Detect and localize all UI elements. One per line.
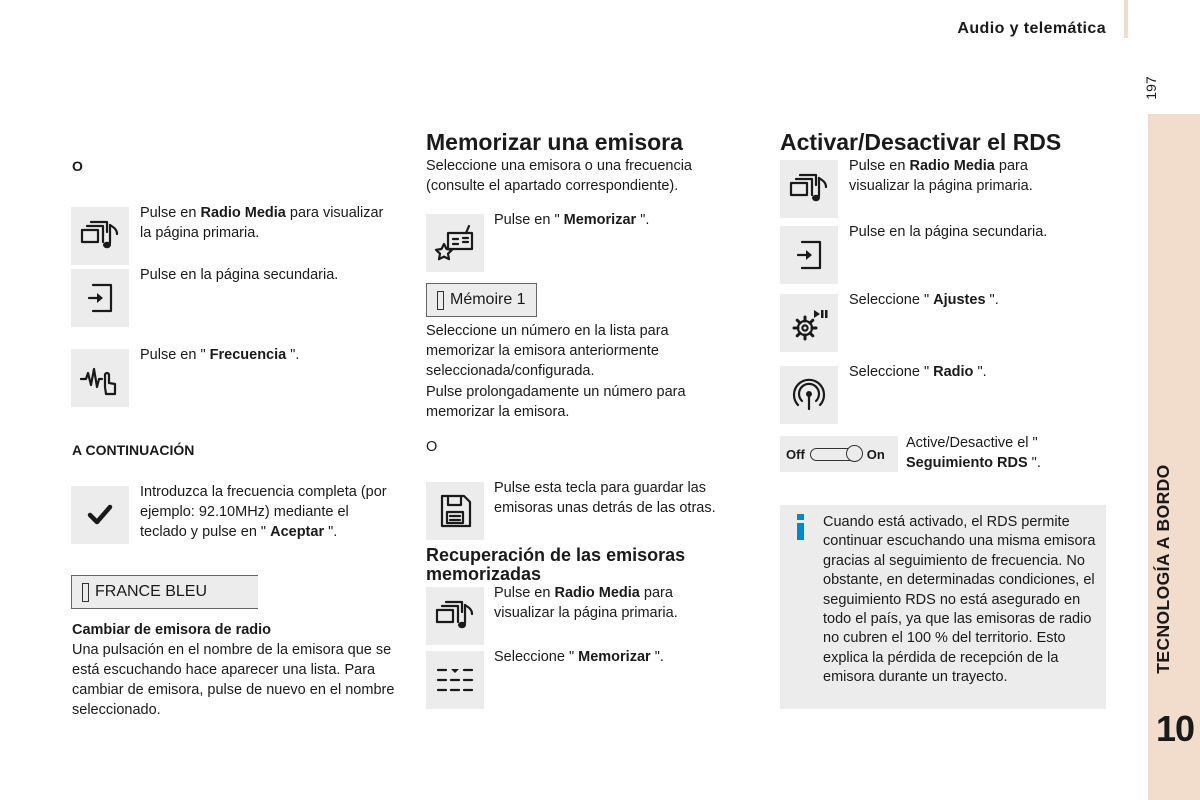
station-marker: [82, 583, 89, 602]
save-disk-icon: [434, 490, 476, 532]
settings-icon: [788, 302, 830, 344]
station-name-box: [71, 575, 258, 609]
col3-step4-text: Seleccione " Radio ".: [849, 364, 987, 380]
rds-section-title: Activar/Desactivar el RDS: [780, 129, 1062, 155]
change-station-text: Una pulsación en el nombre de la emisora que se está escuchando hace aparecer una lista. Para cambiar de emisora, pulse de nuevo en el nombre seleccionado.: [72, 642, 395, 718]
col3-step1-text: Pulse en Radio Media para visualizar la página primaria.: [849, 158, 1033, 194]
page-header-title: Audio y telemática: [957, 20, 1106, 37]
header-divider: [1124, 0, 1128, 38]
col1-step1-text: Pulse en Radio Media para visualizar la página primaria.: [140, 205, 384, 241]
settings-button: [780, 294, 838, 352]
rds-toggle-switch: [780, 436, 898, 472]
secondary-page-button: [71, 269, 129, 327]
col2-step1-text: Pulse en " Memorizar ".: [494, 212, 650, 228]
toggle-on-label: On: [866, 446, 885, 462]
radio-media-icon: [79, 215, 121, 257]
col3-step3-text: Seleccione " Ajustes ".: [849, 292, 999, 308]
page-number: 197: [1143, 76, 1159, 100]
save-button: [426, 482, 484, 540]
col2-step2-text: Pulse esta tecla para guardar las emisoras unas detrás de las otras.: [494, 480, 716, 516]
col2-step3-text: Pulse en Radio Media para visualizar la página primaria.: [494, 585, 678, 621]
frequency-touch-icon: [79, 357, 121, 399]
memorize-button: [426, 214, 484, 272]
toggle-off-label: Off: [786, 446, 805, 462]
memorize-list-button: [426, 651, 484, 709]
memory-slot-box: [426, 283, 537, 317]
memory-slot-label: Mémoire 1: [450, 291, 526, 308]
list-icon: [434, 659, 476, 701]
memorize-radio-icon: [434, 222, 476, 264]
rds-radio-media-button: [780, 160, 838, 218]
toggle-knob: [846, 445, 863, 462]
memorize-intro: Seleccione una emisora o una frecuencia (consulte el apartado correspondiente).: [426, 158, 692, 194]
col1-step3-text: Pulse en " Frecuencia ".: [140, 347, 300, 363]
memory-marker: [437, 291, 444, 310]
col1-step2-text: Pulse en la página secundaria.: [140, 267, 339, 283]
chapter-number: 10: [1155, 708, 1195, 749]
radio-media-icon: [434, 595, 476, 637]
secondary-page-icon: [788, 234, 830, 276]
station-name: FRANCE BLEU: [95, 583, 208, 600]
accept-button: [71, 486, 129, 544]
radio-settings-button: [780, 366, 838, 424]
secondary-page-icon: [79, 277, 121, 319]
memorize-select-text: Seleccione un número en la lista para memorizar la emisora anteriormente seleccionada/configurada.: [426, 323, 669, 379]
col2-or-label: O: [426, 439, 438, 455]
then-label: A CONTINUACIÓN: [72, 442, 195, 458]
col2-step4-text: Seleccione " Memorizar ".: [494, 649, 664, 665]
col3-step5-text: Active/Desactive el " Seguimiento RDS ".: [906, 435, 1041, 471]
check-icon: [79, 494, 121, 536]
frequency-button: [71, 349, 129, 407]
rds-secondary-page-button: [780, 226, 838, 284]
or-label: O: [72, 158, 83, 174]
radio-signal-icon: [788, 374, 830, 416]
memorize-section-title: Memorizar una emisora: [426, 129, 683, 155]
recall-section-title: Recuperación de las emisoras memorizadas: [426, 545, 686, 584]
col3-step2-text: Pulse en la página secundaria.: [849, 224, 1048, 240]
col1-step4-text: Introduzca la frecuencia completa (por ejemplo: 92.10MHz) mediante el teclado y pulse en " Aceptar ".: [140, 484, 387, 540]
radio-media-button: [71, 207, 129, 265]
rds-info-text: Cuando está activado, el RDS permite continuar escuchando una misma emisora gracias al seguimiento de frecuencia. No obstante, en determinadas condiciones, el seguimiento RDS no está asegurado en todo el país, ya que las emisoras de radio no cubren el 100 % del territorio. Esto explica la pérdida de recepción de la emisora durante un trayecto.: [823, 514, 1096, 686]
change-station-title: Cambiar de emisora de radio: [72, 622, 272, 638]
toggle-track: [810, 448, 862, 461]
memorize-long-press-text: Pulse prolongadamente un número para memorizar la emisora.: [426, 384, 686, 420]
radio-media-button-2: [426, 587, 484, 645]
radio-media-icon: [788, 168, 830, 210]
chapter-title: TECNOLOGÍA A BORDO: [1153, 464, 1173, 674]
info-icon: [794, 514, 808, 540]
